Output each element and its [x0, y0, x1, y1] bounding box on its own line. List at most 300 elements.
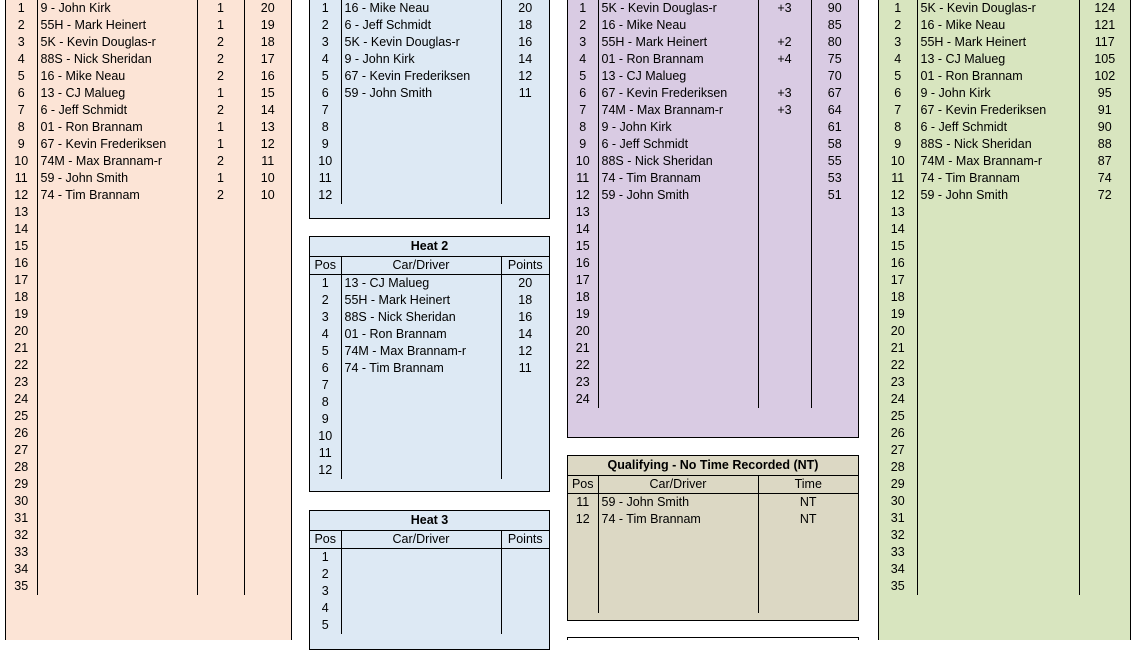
feature-row-points: 55 [811, 153, 858, 170]
qualifying-order-row-a: 1 [197, 170, 244, 187]
standings-row-pos: 31 [890, 511, 905, 525]
heat2-row-driver [341, 462, 501, 479]
feature-row-pos: 18 [575, 290, 590, 304]
standings-row-driver: 67 - Kevin Frederiksen [917, 102, 1079, 119]
heat2-row-driver: 74 - Tim Brannam [341, 360, 501, 377]
heat1-row-driver [341, 136, 501, 153]
heat1-row-driver: 59 - John Smith [341, 85, 501, 102]
heat3-row-driver [341, 600, 501, 617]
feature-row [568, 136, 858, 153]
heat1-row-points: 20 [501, 0, 549, 17]
qualifying-order-row-pos: 27 [14, 443, 29, 457]
standings-row [879, 204, 1130, 221]
qualifying-order-row-a: 2 [197, 102, 244, 119]
feature-row-adj [758, 340, 811, 357]
qualifying-nt-title: Qualifying - No Time Recorded (NT) [568, 456, 858, 476]
standings-row-driver: 13 - CJ Malueg [917, 51, 1079, 68]
qualifying-order-row-pos: 17 [14, 273, 29, 287]
heat3-row-points [501, 566, 549, 583]
feature-row-pos: 3 [579, 35, 587, 49]
qualifying-order-row-b: 10 [244, 187, 291, 204]
qualifying-order-row [6, 85, 291, 102]
qualifying-order-row-driver [37, 476, 197, 493]
feature-row [568, 17, 858, 34]
standings-row-pos: 5 [894, 69, 902, 83]
heat2-row [310, 462, 549, 479]
feature-row-adj: +3 [758, 102, 811, 119]
heat2-row [310, 309, 549, 326]
standings-row-driver [917, 476, 1079, 493]
feature-row-adj [758, 357, 811, 374]
qualifying-order-row-b [244, 340, 291, 357]
feature-row-points [811, 272, 858, 289]
heat2-row-points: 20 [501, 275, 549, 293]
qualifying-nt-table [568, 476, 858, 613]
standings-row-driver [917, 408, 1079, 425]
qualifying-order-row-b: 14 [244, 102, 291, 119]
heat3-row [310, 549, 549, 567]
standings-row-points [1079, 340, 1130, 357]
standings-row-driver: 01 - Ron Brannam [917, 68, 1079, 85]
feature-row-points: 64 [811, 102, 858, 119]
standings-row-driver [917, 510, 1079, 527]
feature-row-points: 67 [811, 85, 858, 102]
standings-row-driver: 5K - Kevin Douglas-r [917, 0, 1079, 17]
feature-row [568, 187, 858, 204]
qualifying-order-row-a [197, 221, 244, 238]
heat1-table [310, 0, 549, 204]
qualifying-order-row-driver [37, 459, 197, 476]
feature-row-driver: 59 - John Smith [598, 187, 758, 204]
standings-row [879, 493, 1130, 510]
qualifying-nt-row-driver [598, 528, 758, 545]
feature-row [568, 51, 858, 68]
feature-row-adj: +2 [758, 34, 811, 51]
heat2-row [310, 377, 549, 394]
qualifying-nt-row-driver [598, 579, 758, 596]
feature-row-driver: 67 - Kevin Frederiksen [598, 85, 758, 102]
feature-row-driver: 16 - Mike Neau [598, 17, 758, 34]
qualifying-order-row-driver [37, 340, 197, 357]
heat3-header-pos: Pos [310, 531, 341, 549]
standings-row-pos: 8 [894, 120, 902, 134]
standings-row [879, 119, 1130, 136]
standings-row [879, 0, 1130, 17]
qualifying-order-row [6, 153, 291, 170]
heat1-row [310, 102, 549, 119]
standings-row-points: 121 [1079, 17, 1130, 34]
feature-row-points: 58 [811, 136, 858, 153]
qualifying-order-row [6, 527, 291, 544]
feature-row-adj [758, 17, 811, 34]
standings-row-driver [917, 238, 1079, 255]
qualifying-order-row-pos: 19 [14, 307, 29, 321]
standings-row [879, 340, 1130, 357]
qualifying-order-row-driver [37, 442, 197, 459]
qualifying-order-row-b [244, 238, 291, 255]
qualifying-nt-header-driver: Car/Driver [598, 476, 758, 494]
feature-row-driver: 55H - Mark Heinert [598, 34, 758, 51]
standings-row [879, 221, 1130, 238]
standings-row [879, 408, 1130, 425]
heat2-row-driver [341, 377, 501, 394]
qualifying-nt-row-pos: 11 [576, 495, 590, 509]
feature-row [568, 0, 858, 17]
feature-row [568, 68, 858, 85]
standings-row-pos: 20 [890, 324, 905, 338]
standings-row [879, 102, 1130, 119]
standings-row-points [1079, 306, 1130, 323]
standings-row-points: 88 [1079, 136, 1130, 153]
qualifying-order-row-driver: 9 - John Kirk [37, 0, 197, 17]
standings-row-pos: 14 [890, 222, 905, 236]
heat2-header-pos: Pos [310, 257, 341, 275]
heat1-row [310, 187, 549, 204]
standings-row-driver [917, 272, 1079, 289]
heat1-row [310, 170, 549, 187]
qualifying-order-row-pos: 12 [14, 188, 29, 202]
standings-row-pos: 30 [890, 494, 905, 508]
heat1-row-pos: 12 [318, 188, 333, 202]
qualifying-order-row-driver: 74M - Max Brannam-r [37, 153, 197, 170]
standings-row [879, 323, 1130, 340]
heat1-row-driver [341, 153, 501, 170]
standings-row-driver [917, 221, 1079, 238]
qualifying-order-row-a [197, 493, 244, 510]
feature-row-adj [758, 255, 811, 272]
feature-row-pos: 11 [576, 171, 590, 185]
standings-row-driver: 74 - Tim Brannam [917, 170, 1079, 187]
qualifying-order-row [6, 119, 291, 136]
qualifying-order-row [6, 170, 291, 187]
qualifying-order-row [6, 306, 291, 323]
heat2-row [310, 360, 549, 377]
heat1-row-points: 18 [501, 17, 549, 34]
standings-row-points [1079, 578, 1130, 595]
feature-row-driver: 9 - John Kirk [598, 119, 758, 136]
standings-row-driver [917, 340, 1079, 357]
qualifying-order-row-a: 2 [197, 187, 244, 204]
standings-row [879, 578, 1130, 595]
qualifying-order-row-a [197, 374, 244, 391]
qualifying-order-row-driver: 67 - Kevin Frederiksen [37, 136, 197, 153]
qualifying-order-row-pos: 22 [14, 358, 29, 372]
qualifying-nt-row-time [758, 528, 858, 545]
qualifying-order-row-driver [37, 357, 197, 374]
qualifying-order-row-b [244, 374, 291, 391]
qualifying-nt-row [568, 528, 858, 545]
qualifying-order-row-a [197, 272, 244, 289]
heat1-row-driver [341, 102, 501, 119]
qualifying-order-row-a [197, 510, 244, 527]
qualifying-order-row-pos: 6 [17, 86, 25, 100]
heat3-row-pos: 5 [321, 618, 329, 632]
qualifying-order-table [6, 0, 291, 595]
feature-row-pos: 24 [575, 392, 590, 406]
feature-row-adj [758, 306, 811, 323]
feature-row-pos: 7 [579, 103, 587, 117]
feature-row-pos: 14 [575, 222, 590, 236]
qualifying-order-row-driver [37, 425, 197, 442]
qualifying-order-row [6, 238, 291, 255]
feature-row-points: 53 [811, 170, 858, 187]
feature-row-driver: 5K - Kevin Douglas-r [598, 0, 758, 17]
standings-row-points [1079, 272, 1130, 289]
feature-row-adj [758, 323, 811, 340]
qualifying-order-row-driver [37, 323, 197, 340]
heat2-row-points: 18 [501, 292, 549, 309]
standings-row-driver [917, 204, 1079, 221]
qualifying-order-row-b [244, 306, 291, 323]
feature-row-adj [758, 136, 811, 153]
feature-row-points [811, 323, 858, 340]
standings-row-points [1079, 425, 1130, 442]
feature-row-adj: +3 [758, 0, 811, 17]
qualifying-order-row-driver: 59 - John Smith [37, 170, 197, 187]
heat2-row [310, 394, 549, 411]
standings-row [879, 374, 1130, 391]
heat2-row-points [501, 394, 549, 411]
feature-row [568, 119, 858, 136]
qualifying-order-row [6, 272, 291, 289]
standings-row [879, 170, 1130, 187]
feature-row-points [811, 255, 858, 272]
heat1-row-points [501, 136, 549, 153]
feature-row [568, 255, 858, 272]
qualifying-order-row [6, 408, 291, 425]
heat2-row-points [501, 411, 549, 428]
heat3-row-driver [341, 583, 501, 600]
feature-row-pos: 9 [579, 137, 587, 151]
heat3-panel [309, 510, 550, 650]
standings-row [879, 153, 1130, 170]
qualifying-order-row [6, 510, 291, 527]
standings-row-points: 117 [1079, 34, 1130, 51]
qualifying-order-row [6, 51, 291, 68]
qualifying-order-row [6, 187, 291, 204]
qualifying-order-row-b [244, 578, 291, 595]
heat1-row-points [501, 102, 549, 119]
qualifying-order-row-a [197, 340, 244, 357]
heat1-row-driver [341, 170, 501, 187]
feature-panel [567, 0, 859, 438]
standings-row-pos: 16 [890, 256, 905, 270]
qualifying-order-row-driver: 88S - Nick Sheridan [37, 51, 197, 68]
standings-row-driver: 74M - Max Brannam-r [917, 153, 1079, 170]
qualifying-order-row-driver [37, 510, 197, 527]
qualifying-nt-row-time [758, 545, 858, 562]
heat2-row-points: 11 [501, 360, 549, 377]
heat3-row-pos: 3 [321, 584, 329, 598]
standings-row-pos: 17 [890, 273, 905, 287]
standings-row [879, 544, 1130, 561]
qualifying-order-row-a [197, 425, 244, 442]
heat1-row-pos: 6 [321, 86, 329, 100]
qualifying-order-row-driver [37, 306, 197, 323]
heat2-row-points: 14 [501, 326, 549, 343]
feature-row-driver [598, 204, 758, 221]
heat1-row-points [501, 187, 549, 204]
standings-row [879, 136, 1130, 153]
qualifying-order-row-pos: 15 [14, 239, 29, 253]
heat2-table [310, 257, 549, 479]
heat3-row-points [501, 549, 549, 567]
standings-row [879, 306, 1130, 323]
qualifying-nt-row-time: NT [758, 494, 858, 512]
feature-row-points: 51 [811, 187, 858, 204]
heat2-row-driver: 01 - Ron Brannam [341, 326, 501, 343]
feature-row-pos: 8 [579, 120, 587, 134]
heat3-row-driver [341, 617, 501, 634]
qualifying-order-row [6, 578, 291, 595]
qualifying-order-row [6, 17, 291, 34]
qualifying-order-row-a [197, 459, 244, 476]
heat2-row-driver: 55H - Mark Heinert [341, 292, 501, 309]
feature-row-pos: 16 [575, 256, 590, 270]
feature-row [568, 153, 858, 170]
qualifying-order-row-pos: 20 [14, 324, 29, 338]
qualifying-nt-row-driver: 74 - Tim Brannam [598, 511, 758, 528]
heat1-row-pos: 4 [321, 52, 329, 66]
qualifying-order-row [6, 221, 291, 238]
standings-row-pos: 4 [894, 52, 902, 66]
qualifying-order-row-driver [37, 289, 197, 306]
feature-row-driver: 13 - CJ Malueg [598, 68, 758, 85]
qualifying-order-row-b [244, 510, 291, 527]
qualifying-order-row-b [244, 476, 291, 493]
feature-row-pos: 21 [575, 341, 590, 355]
qualifying-order-row [6, 442, 291, 459]
standings-row-points [1079, 459, 1130, 476]
standings-table [879, 0, 1130, 595]
feature-row-pos: 6 [579, 86, 587, 100]
feature-row-points: 85 [811, 17, 858, 34]
heat1-row-pos: 11 [318, 171, 332, 185]
standings-row-pos: 23 [890, 375, 905, 389]
feature-row-driver [598, 374, 758, 391]
qualifying-nt-header-time: Time [758, 476, 858, 494]
standings-row-driver [917, 289, 1079, 306]
standings-row [879, 527, 1130, 544]
feature-row-driver [598, 340, 758, 357]
qualifying-order-row-a [197, 357, 244, 374]
qualifying-order-row-b [244, 391, 291, 408]
standings-row-points: 124 [1079, 0, 1130, 17]
heat2-row-points [501, 377, 549, 394]
qualifying-order-row [6, 102, 291, 119]
feature-row-adj [758, 221, 811, 238]
qualifying-order-row-b [244, 255, 291, 272]
qualifying-order-row-pos: 21 [14, 341, 29, 355]
standings-row-points: 72 [1079, 187, 1130, 204]
qualifying-order-row [6, 459, 291, 476]
standings-row [879, 476, 1130, 493]
standings-row-driver: 88S - Nick Sheridan [917, 136, 1079, 153]
qualifying-order-row [6, 136, 291, 153]
feature-row-pos: 23 [575, 375, 590, 389]
qualifying-order-row-b [244, 357, 291, 374]
heat2-row-driver: 88S - Nick Sheridan [341, 309, 501, 326]
heat1-row [310, 68, 549, 85]
standings-row-pos: 13 [890, 205, 905, 219]
qualifying-order-row-pos: 33 [14, 545, 29, 559]
heat2-row-driver [341, 445, 501, 462]
standings-row-points: 91 [1079, 102, 1130, 119]
qualifying-nt-row-pos [568, 562, 598, 579]
qualifying-nt-row [568, 545, 858, 562]
qualifying-order-row-a [197, 578, 244, 595]
qualifying-order-row [6, 544, 291, 561]
qualifying-nt-row [568, 596, 858, 613]
standings-row-points [1079, 391, 1130, 408]
qualifying-order-row-a: 2 [197, 51, 244, 68]
feature-row [568, 323, 858, 340]
standings-row-pos: 6 [894, 86, 902, 100]
qualifying-order-row-driver [37, 255, 197, 272]
qualifying-order-row [6, 289, 291, 306]
standings-row-points [1079, 357, 1130, 374]
qualifying-order-row-a: 1 [197, 0, 244, 17]
heat2-row-driver [341, 394, 501, 411]
heat1-row-driver: 5K - Kevin Douglas-r [341, 34, 501, 51]
qualifying-order-row [6, 476, 291, 493]
feature-row-driver [598, 238, 758, 255]
heat1-row-driver: 6 - Jeff Schmidt [341, 17, 501, 34]
qualifying-nt-row-pos [568, 579, 598, 596]
qualifying-order-row [6, 68, 291, 85]
heat3-row [310, 617, 549, 634]
heat2-row-pos: 1 [321, 276, 329, 290]
heat2-row-driver [341, 411, 501, 428]
feature-row-adj [758, 238, 811, 255]
qualifying-order-row-pos: 24 [14, 392, 29, 406]
qualifying-order-row-a [197, 306, 244, 323]
heat2-row [310, 343, 549, 360]
standings-row-points: 95 [1079, 85, 1130, 102]
feature-row-points: 70 [811, 68, 858, 85]
qualifying-order-row-pos: 34 [14, 562, 29, 576]
heat2-row-pos: 11 [318, 446, 332, 460]
standings-row-pos: 26 [890, 426, 905, 440]
feature-row [568, 357, 858, 374]
standings-row-driver: 55H - Mark Heinert [917, 34, 1079, 51]
qualifying-nt-row-time [758, 562, 858, 579]
qualifying-order-row-pos: 4 [17, 52, 25, 66]
standings-row-driver [917, 357, 1079, 374]
heat2-row [310, 326, 549, 343]
standings-row-pos: 1 [894, 1, 902, 15]
qualifying-nt-row-pos [568, 528, 598, 545]
feature-row-points [811, 391, 858, 408]
qualifying-order-row-b: 16 [244, 68, 291, 85]
standings-row-driver [917, 527, 1079, 544]
qualifying-order-row-a [197, 544, 244, 561]
heat1-row-pos: 10 [318, 154, 333, 168]
heat1-row-points: 16 [501, 34, 549, 51]
qualifying-order-row [6, 374, 291, 391]
heat1-row-pos: 9 [321, 137, 329, 151]
qualifying-order-row-driver [37, 561, 197, 578]
qualifying-order-row-b: 19 [244, 17, 291, 34]
standings-row-points [1079, 289, 1130, 306]
feature-row [568, 374, 858, 391]
feature-row-pos: 2 [579, 18, 587, 32]
heat1-row-pos: 7 [321, 103, 329, 117]
heat2-row-driver [341, 428, 501, 445]
feature-row [568, 102, 858, 119]
standings-row-driver [917, 323, 1079, 340]
feature-row [568, 85, 858, 102]
